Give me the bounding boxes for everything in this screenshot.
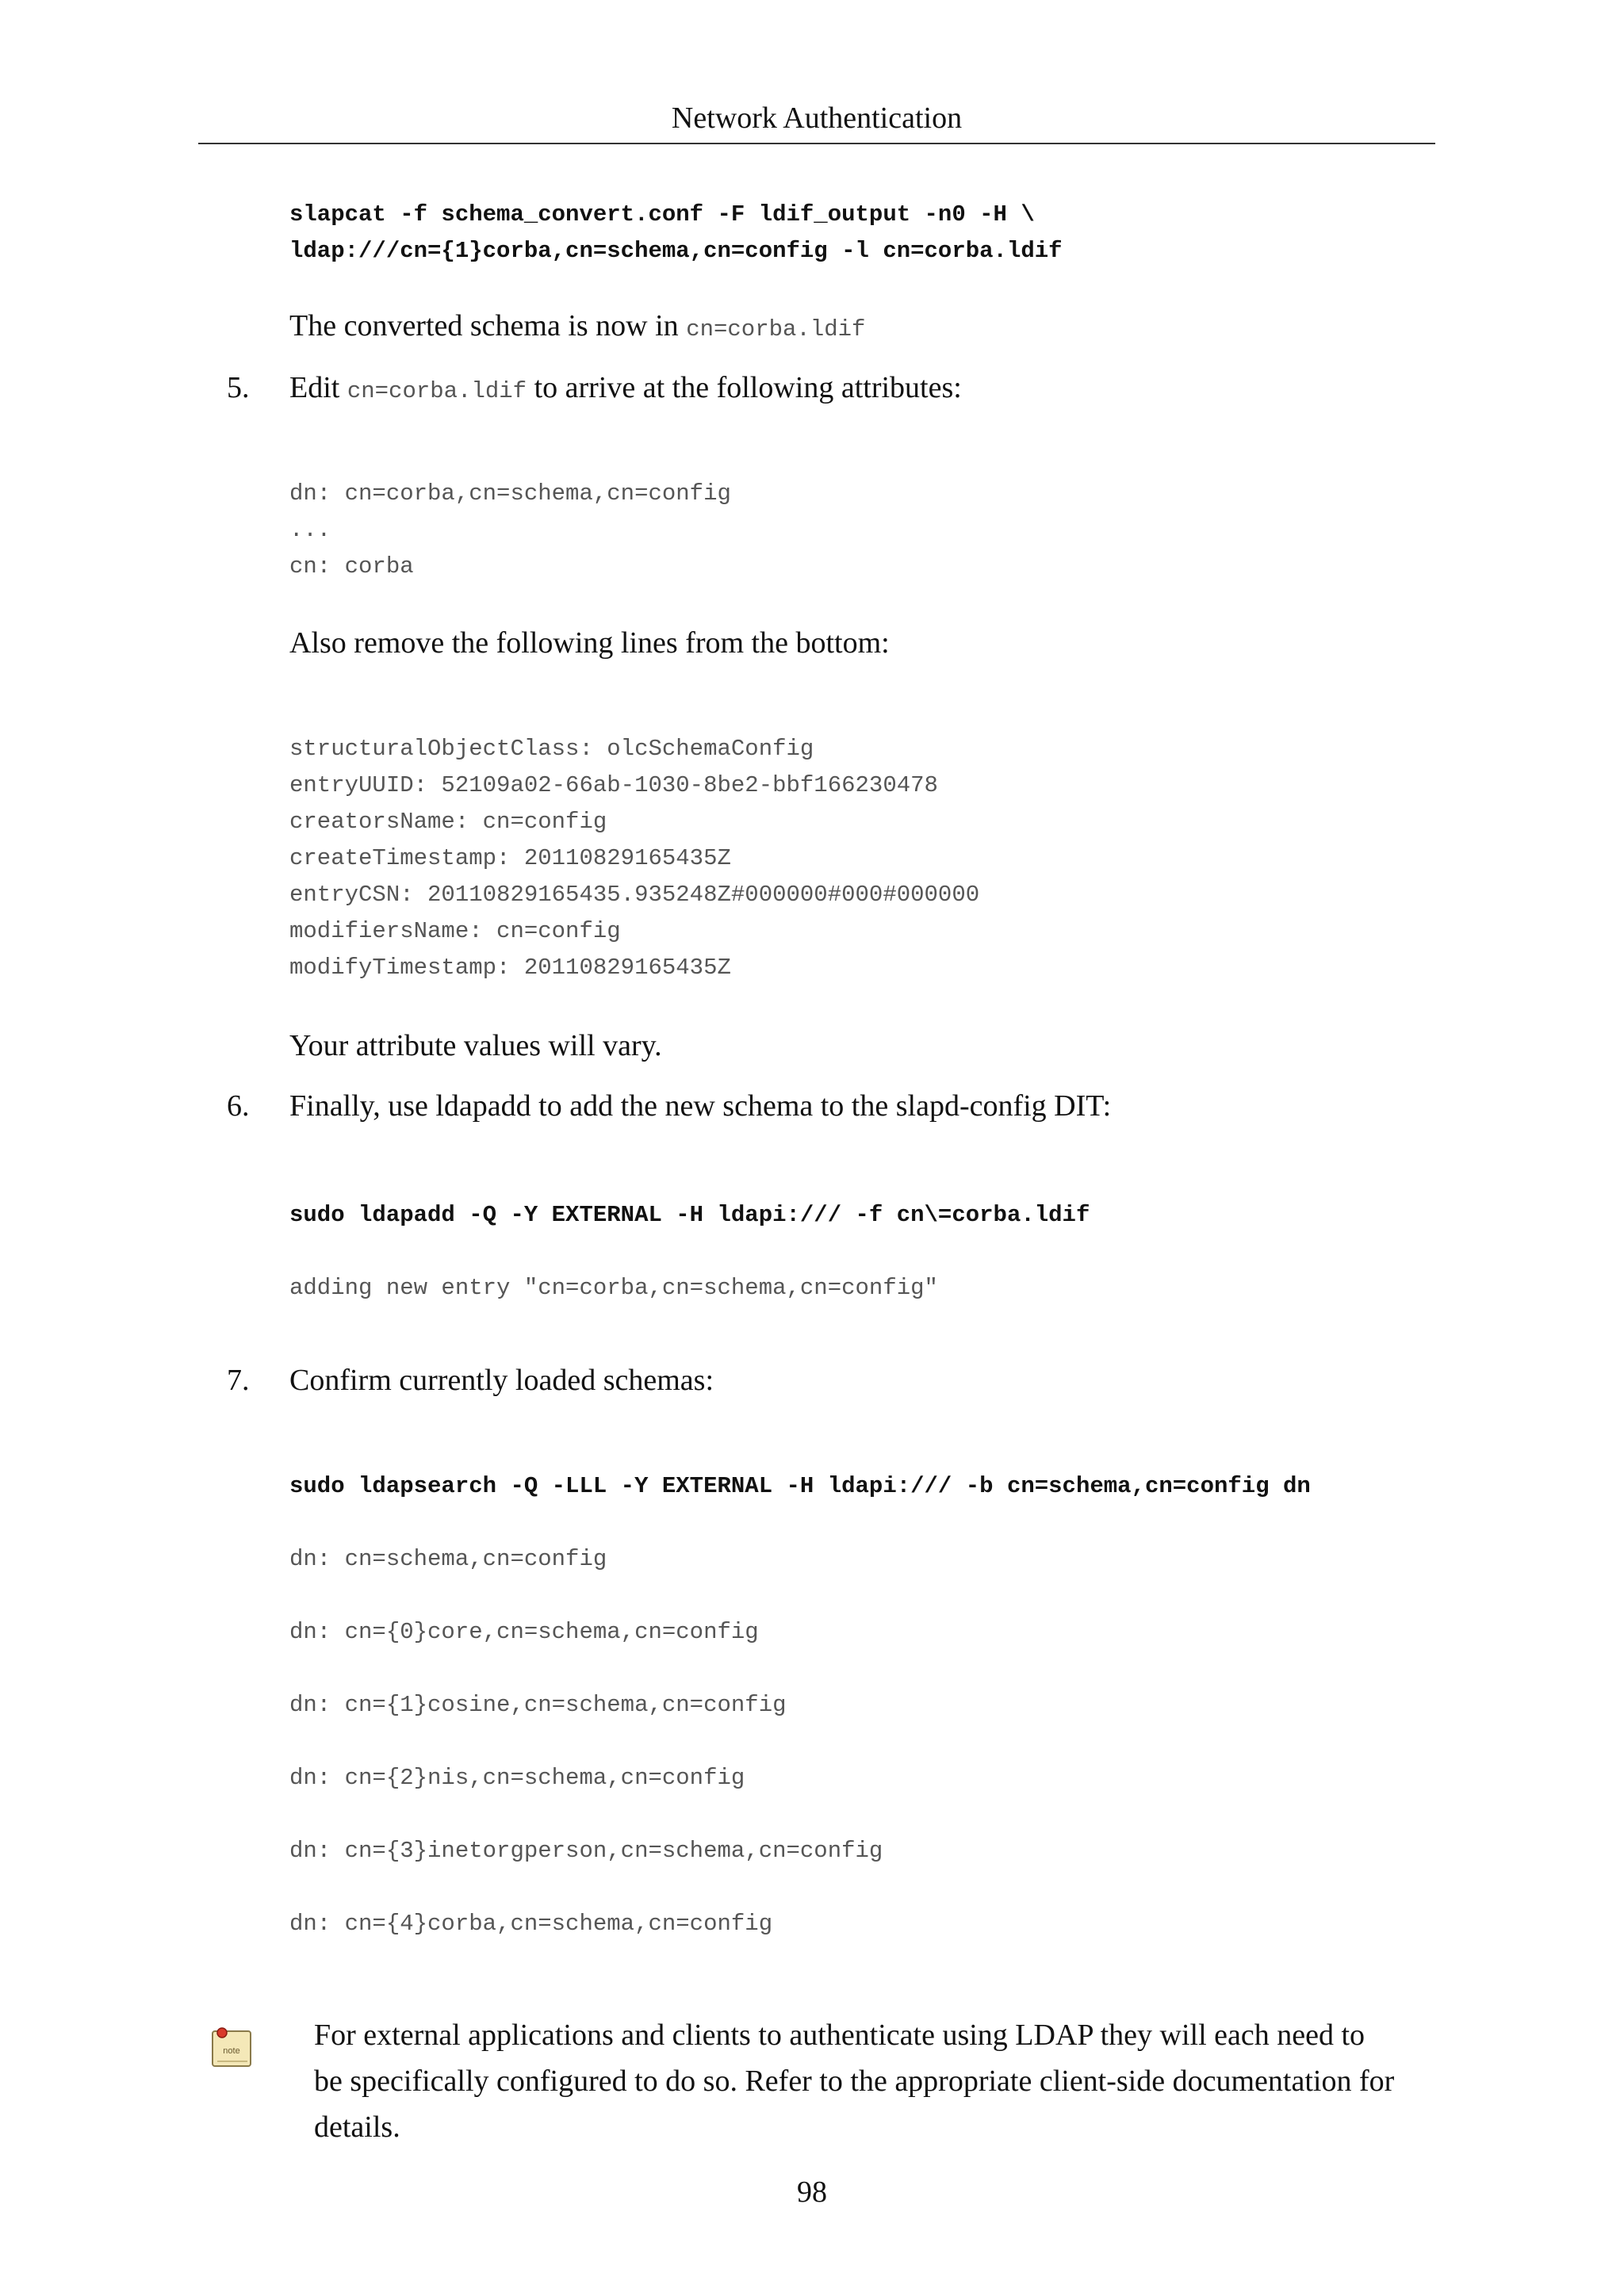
note-line: For external applications and clients to authenticate using LDAP they will each need to [314,2019,1365,2052]
remove-line: entryCSN: 20110829165435.935248Z#000000#000#000000 [289,882,980,908]
step-6-text: Finally, use ldapadd to add the new schema to the slapd-config DIT: [289,1089,1112,1123]
attribute-line: cn: corba [289,553,414,580]
note-text [314,2012,1424,2150]
remove-line: structuralObjectClass: olcSchemaConfig [289,736,814,762]
remove-line: modifyTimestamp: 20110829165435Z [289,955,731,981]
note-line: be specifically configured to do so. Refer to the appropriate client-side documentation for [314,2064,1395,2098]
slapcat-command-line-1: slapcat -f schema_convert.conf -F ldif_output -n0 -H \ [289,201,1035,228]
step-6-number: 6. [227,1089,250,1123]
schema-result-line: dn: cn={1}cosine,cn=schema,cn=config [289,1692,787,1718]
schema-result-line: dn: cn=schema,cn=config [289,1546,607,1572]
ldapsearch-command: sudo ldapsearch -Q -LLL -Y EXTERNAL -H ldapi:/// -b cn=schema,cn=config dn [289,1473,1311,1499]
schema-result-line: dn: cn={3}inetorgperson,cn=schema,cn=config [289,1838,883,1864]
step-5-text-suffix: to arrive at the following attributes: [527,371,962,404]
schema-result-line: dn: cn={2}nis,cn=schema,cn=config [289,1765,745,1791]
remove-line: modifiersName: cn=config [289,918,621,944]
step-5-number: 5. [227,371,250,404]
note-icon [208,2022,257,2071]
step-7-text: Confirm currently loaded schemas: [289,1364,714,1397]
note-icon-label: note [223,2046,240,2056]
note-pin [217,2028,227,2038]
step-7-number: 7. [227,1364,250,1397]
page-number: 98 [797,2175,827,2209]
schema-result-line: dn: cn={4}corba,cn=schema,cn=config [289,1911,773,1937]
values-vary-note: Your attribute values will vary. [289,1029,662,1062]
attribute-line: ... [289,517,331,543]
converted-schema-note [289,308,865,348]
ldapadd-command: sudo ldapadd -Q -Y EXTERNAL -H ldapi:/// -f cn\=corba.ldif [289,1202,1090,1228]
converted-schema-text: The converted schema is now in [289,309,687,342]
converted-schema-file: cn=corba.ldif [686,316,866,342]
step-5-text-prefix: Edit [289,371,347,404]
remove-line: creatorsName: cn=config [289,809,607,835]
step-5-text [289,369,962,410]
schema-result-line: dn: cn={0}core,cn=schema,cn=config [289,1619,759,1645]
attribute-line: dn: cn=corba,cn=schema,cn=config [289,480,731,507]
ldapadd-output: adding new entry "cn=corba,cn=schema,cn=config" [289,1275,938,1301]
note-line: details. [314,2110,400,2144]
step-5-file: cn=corba.ldif [347,378,527,404]
remove-lines-intro: Also remove the following lines from the bottom: [289,626,890,660]
remove-line: entryUUID: 52109a02-66ab-1030-8be2-bbf166230478 [289,772,938,798]
page-header: Network Authentication [198,100,1435,144]
slapcat-command-line-2: ldap:///cn={1}corba,cn=schema,cn=config -l cn=corba.ldif [289,238,1063,264]
remove-line: createTimestamp: 20110829165435Z [289,845,731,871]
